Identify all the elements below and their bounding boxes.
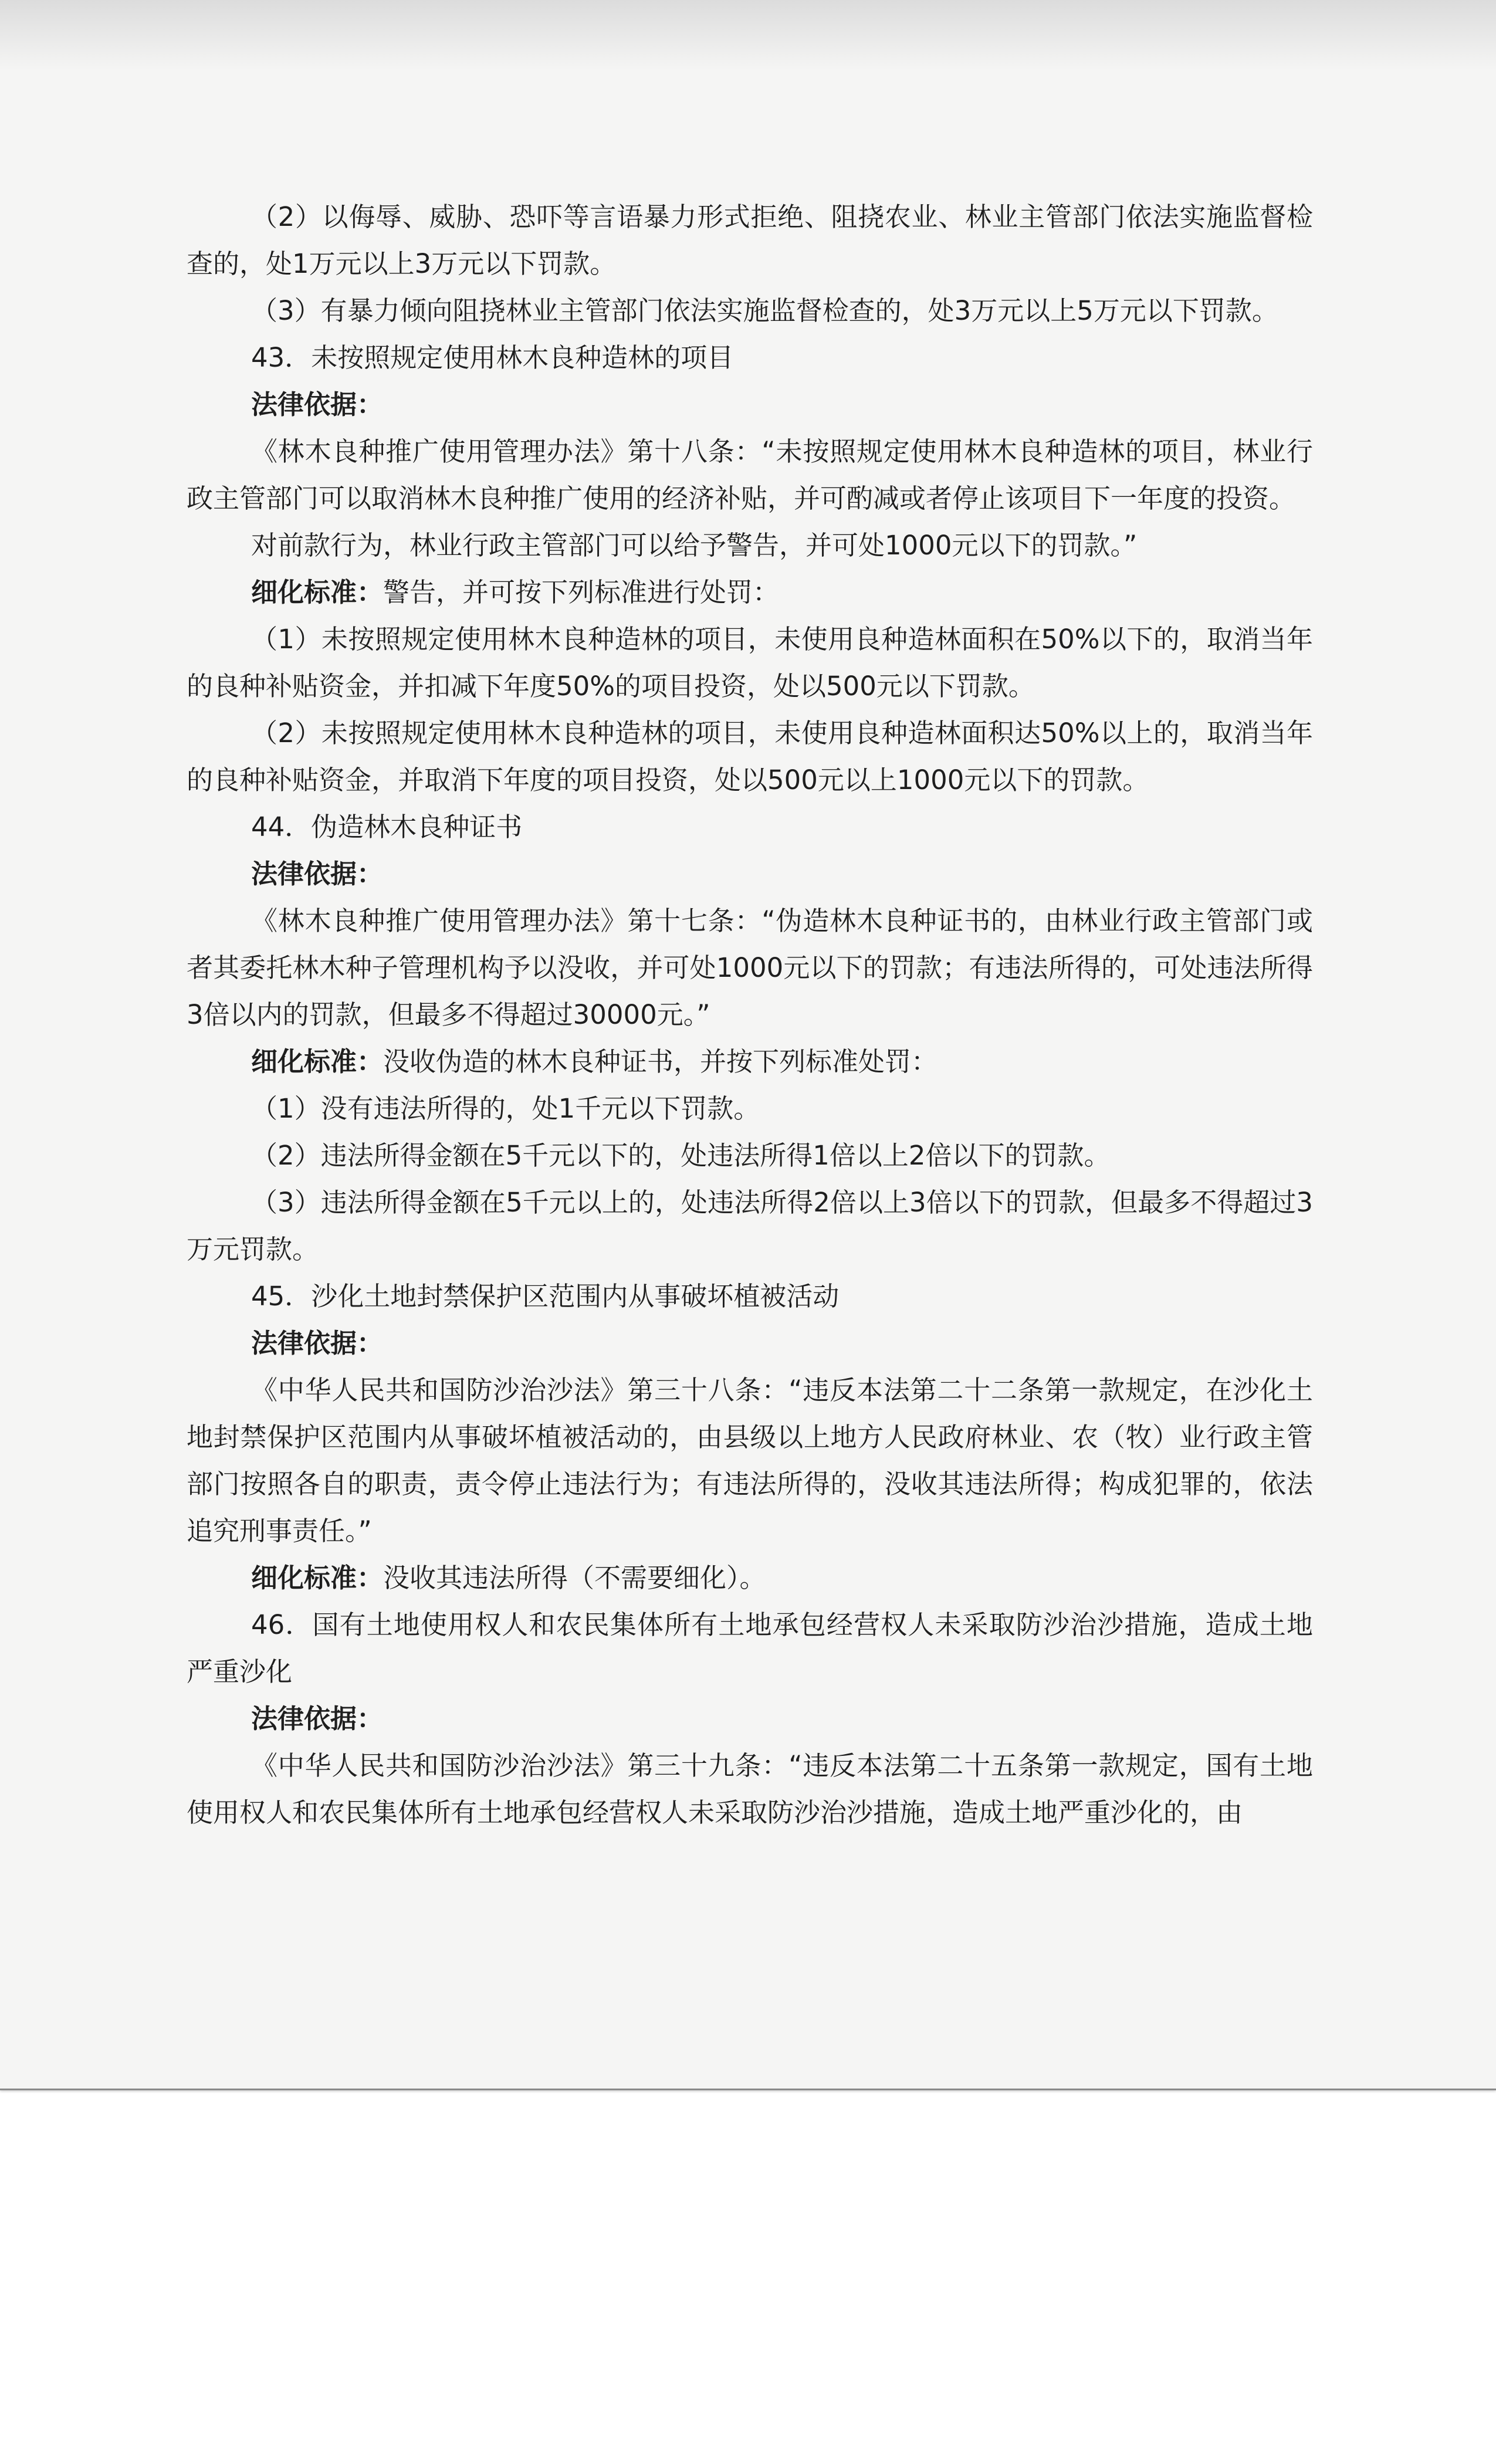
standard-label: 细化标准： <box>251 1046 384 1077</box>
standard-paragraph <box>187 1038 1313 1085</box>
legal-basis-label: 法律依据： <box>251 1703 384 1734</box>
paragraph-item: （2）以侮辱、威胁、恐吓等言语暴力形式拒绝、阻挠农业、林业主管部门依法实施监督检查的，处1万元以上3万元以下罚款。 <box>187 201 1313 279</box>
paragraph-item: （1）没有违法所得的，处1千元以下罚款。 <box>251 1093 760 1124</box>
legal-basis-label: 法律依据： <box>251 858 384 889</box>
paragraph-body: 对前款行为，林业行政主管部门可以给予警告，并可处1000元以下的罚款。” <box>251 530 1138 561</box>
paragraph-item: （2）违法所得金额在5千元以下的，处违法所得1倍以上2倍以下的罚款。 <box>251 1140 1111 1171</box>
paragraph-body: 《中华人民共和国防沙治沙法》第三十九条：“违反本法第二十五条第一款规定，国有土地使用权人和农民集体所有土地承包经营权人未采取防沙治沙措施，造成土地严重沙化的，由 <box>187 1750 1313 1828</box>
standard-text: 没收伪造的林木良种证书，并按下列标准处罚： <box>383 1046 938 1077</box>
paragraph-body: 《中华人民共和国防沙治沙法》第三十八条：“违反本法第二十二条第一款规定，在沙化土地封禁保护区范围内从事破坏植被活动的，由县级以上地方人民政府林业、农（牧）业行政主管部门按照各自的职责，责令停止违法行为；有违法所得的，没收其违法所得；构成犯罪的，依法追究刑事责任。” <box>187 1375 1313 1546</box>
section-heading: 44．伪造林木良种证书 <box>251 811 523 842</box>
standard-text: 警告，并可按下列标准进行处罚： <box>383 577 780 608</box>
section-heading: 46．国有土地使用权人和农民集体所有土地承包经营权人未采取防沙治沙措施，造成土地严重沙化 <box>187 1609 1313 1687</box>
legal-basis-label: 法律依据： <box>251 1328 384 1359</box>
scan-shadow <box>0 0 1496 70</box>
standard-text: 没收其违法所得（不需要细化）。 <box>383 1562 766 1593</box>
paragraph-item: （3）违法所得金额在5千元以上的，处违法所得2倍以上3倍以下的罚款，但最多不得超过3万元罚款。 <box>187 1187 1313 1265</box>
legal-basis-label: 法律依据： <box>251 389 384 420</box>
standard-label: 细化标准： <box>251 577 384 608</box>
document-body <box>187 194 1313 1836</box>
section-heading: 43．未按照规定使用林木良种造林的项目 <box>251 342 734 373</box>
section-heading: 45．沙化土地封禁保护区范围内从事破坏植被活动 <box>251 1281 840 1312</box>
paragraph-item: （3）有暴力倾向阻挠林业主管部门依法实施监督检查的，处3万元以上5万元以下罚款。 <box>251 295 1278 326</box>
standard-paragraph <box>187 1555 1313 1602</box>
paragraph-body: 《林木良种推广使用管理办法》第十八条：“未按照规定使用林木良种造林的项目，林业行政主管部门可以取消林木良种推广使用的经济补贴，并可酌减或者停止该项目下一年度的投资。 <box>187 436 1313 514</box>
paragraph-item: （1）未按照规定使用林木良种造林的项目，未使用良种造林面积在50%以下的，取消当年的良种补贴资金，并扣减下年度50%的项目投资，处以500元以下罚款。 <box>187 624 1313 702</box>
paragraph-item: （2）未按照规定使用林木良种造林的项目，未使用良种造林面积达50%以上的，取消当年的良种补贴资金，并取消下年度的项目投资，处以500元以上1000元以下的罚款。 <box>187 717 1313 796</box>
standard-paragraph <box>187 569 1313 616</box>
paragraph-body: 《林木良种推广使用管理办法》第十七条：“伪造林木良种证书的，由林业行政主管部门或者其委托林木种子管理机构予以没收，并可处1000元以下的罚款；有违法所得的，可处违法所得3倍以内的罚款，但最多不得超过30000元。” <box>187 905 1313 1030</box>
standard-label: 细化标准： <box>251 1562 384 1593</box>
